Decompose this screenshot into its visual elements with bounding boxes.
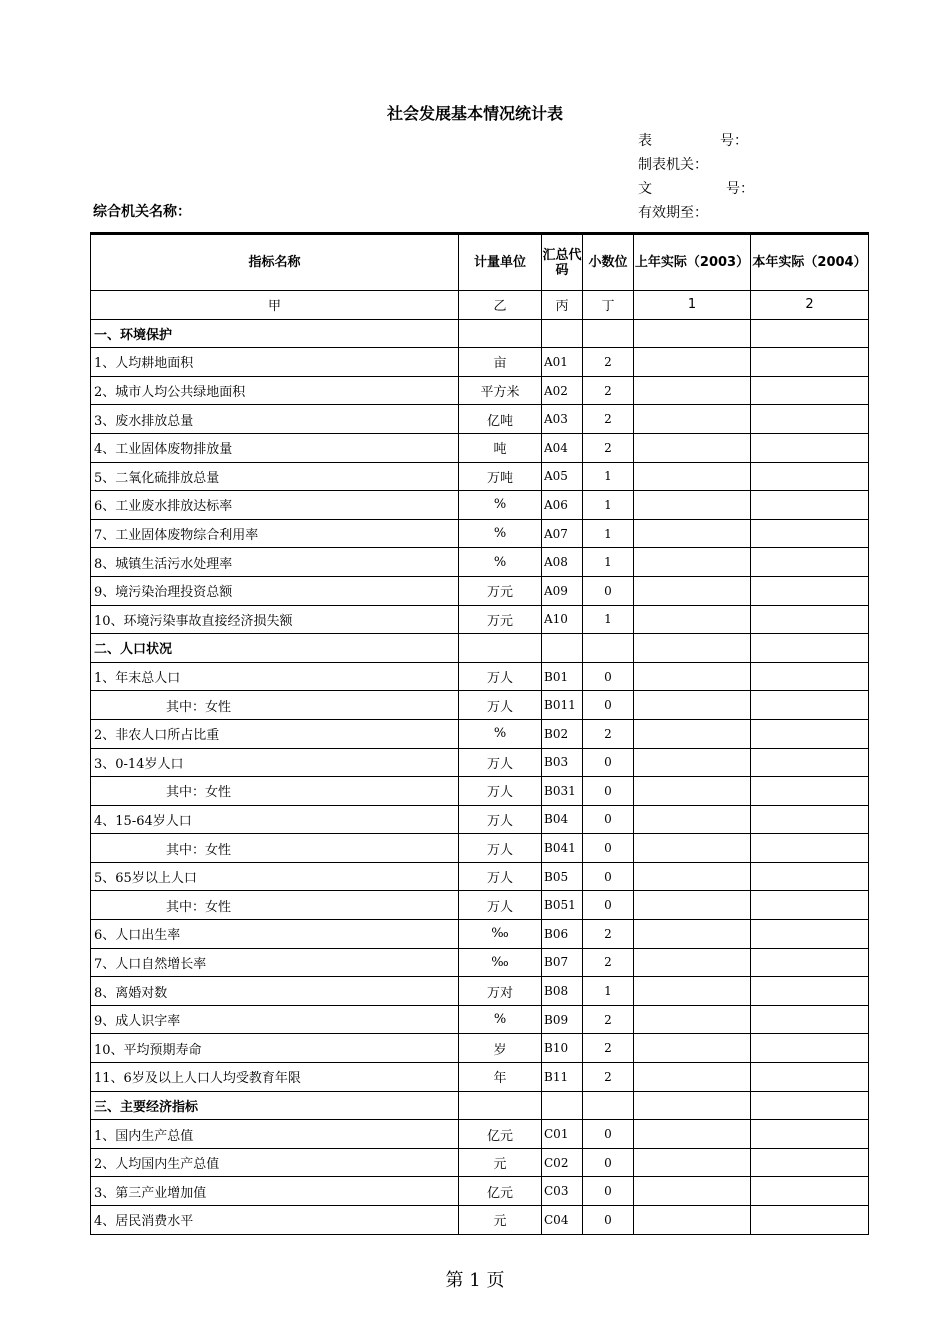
prev-year-value <box>634 576 751 605</box>
decimals-cell: 0 <box>583 862 634 891</box>
indicator-name: 3、第三产业增加值 <box>91 1177 459 1206</box>
code-cell: B09 <box>542 1005 583 1034</box>
table-row <box>91 977 869 1006</box>
unit-cell: 年 <box>459 1063 542 1092</box>
code-cell: B01 <box>542 662 583 691</box>
this-year-value <box>751 376 869 405</box>
decimals-cell: 0 <box>583 662 634 691</box>
decimals-cell: 2 <box>583 405 634 434</box>
indicator-name: 5、65岁以上人口 <box>91 862 459 891</box>
code-cell: A06 <box>542 491 583 520</box>
table-row <box>91 891 869 920</box>
table-row <box>91 1034 869 1063</box>
decimals-cell <box>583 634 634 663</box>
unit-cell <box>459 634 542 663</box>
table-row <box>91 576 869 605</box>
prev-year-value <box>634 920 751 949</box>
code-cell: C03 <box>542 1177 583 1206</box>
unit-cell <box>459 319 542 348</box>
code-cell: A07 <box>542 519 583 548</box>
prev-year-value <box>634 862 751 891</box>
indicator-name: 其中：女性 <box>91 834 459 863</box>
this-year-value <box>751 491 869 520</box>
unit-cell: 平方米 <box>459 376 542 405</box>
this-year-value <box>751 548 869 577</box>
indicator-name: 9、成人识字率 <box>91 1005 459 1034</box>
prev-year-value <box>634 376 751 405</box>
prev-year-value <box>634 777 751 806</box>
org-name-label: 综合机关名称： <box>93 204 191 220</box>
code-cell: B10 <box>542 1034 583 1063</box>
this-year-value <box>751 1005 869 1034</box>
column-label: 1 <box>634 291 751 320</box>
this-year-value <box>751 1148 869 1177</box>
prev-year-value <box>634 634 751 663</box>
this-year-value <box>751 1034 869 1063</box>
indicator-name: 4、15-64岁人口 <box>91 805 459 834</box>
decimals-cell: 0 <box>583 576 634 605</box>
code-cell: A02 <box>542 376 583 405</box>
unit-cell: 万人 <box>459 891 542 920</box>
unit-cell: % <box>459 519 542 548</box>
code-cell: A05 <box>542 462 583 491</box>
unit-cell: 万对 <box>459 977 542 1006</box>
this-year-value <box>751 1206 869 1235</box>
unit-cell <box>459 1091 542 1120</box>
indicator-name: 3、废水排放总量 <box>91 405 459 434</box>
unit-cell: 岁 <box>459 1034 542 1063</box>
table-row <box>91 605 869 634</box>
header-unit: 计量单位 <box>459 234 542 291</box>
table-row <box>91 777 869 806</box>
indicator-name: 1、年末总人口 <box>91 662 459 691</box>
this-year-value <box>751 691 869 720</box>
issuer-label: 制表机关： <box>638 157 708 173</box>
decimals-cell: 0 <box>583 777 634 806</box>
this-year-value <box>751 891 869 920</box>
unit-cell: 亿吨 <box>459 405 542 434</box>
this-year-value <box>751 319 869 348</box>
column-label: 丙 <box>542 291 583 320</box>
indicator-name: 二、人口状况 <box>91 634 459 663</box>
section-row <box>91 1091 869 1120</box>
prev-year-value <box>634 462 751 491</box>
indicator-name: 其中：女性 <box>91 891 459 920</box>
table-number-field <box>638 130 748 150</box>
prev-year-value <box>634 1120 751 1149</box>
this-year-value <box>751 1177 869 1206</box>
table-row <box>91 662 869 691</box>
indicator-name: 其中：女性 <box>91 691 459 720</box>
prev-year-value <box>634 1148 751 1177</box>
section-row <box>91 319 869 348</box>
code-cell: B03 <box>542 748 583 777</box>
unit-cell: 元 <box>459 1148 542 1177</box>
indicator-name: 一、环境保护 <box>91 319 459 348</box>
this-year-value <box>751 1091 869 1120</box>
unit-cell: 万人 <box>459 777 542 806</box>
this-year-value <box>751 462 869 491</box>
this-year-value <box>751 1063 869 1092</box>
indicator-name: 10、平均预期寿命 <box>91 1034 459 1063</box>
code-cell: B06 <box>542 920 583 949</box>
table-number-label: 表 <box>638 133 652 149</box>
indicator-name: 1、国内生产总值 <box>91 1120 459 1149</box>
unit-cell: 亿元 <box>459 1177 542 1206</box>
unit-cell: ‰ <box>459 920 542 949</box>
code-cell: B07 <box>542 948 583 977</box>
decimals-cell: 1 <box>583 462 634 491</box>
this-year-value <box>751 662 869 691</box>
decimals-cell: 2 <box>583 1063 634 1092</box>
decimals-cell: 0 <box>583 1177 634 1206</box>
indicator-name: 7、人口自然增长率 <box>91 948 459 977</box>
unit-cell: 万人 <box>459 805 542 834</box>
indicator-name: 1、人均耕地面积 <box>91 348 459 377</box>
code-cell: C02 <box>542 1148 583 1177</box>
statistics-table <box>90 232 869 1235</box>
indicator-name: 9、境污染治理投资总额 <box>91 576 459 605</box>
prev-year-value <box>634 319 751 348</box>
indicator-name: 2、城市人均公共绿地面积 <box>91 376 459 405</box>
decimals-cell: 2 <box>583 948 634 977</box>
table-row <box>91 348 869 377</box>
doc-number-label: 文 <box>638 181 652 197</box>
decimals-cell: 0 <box>583 891 634 920</box>
indicator-name: 其中：女性 <box>91 777 459 806</box>
unit-cell: ‰ <box>459 948 542 977</box>
indicator-name: 8、城镇生活污水处理率 <box>91 548 459 577</box>
this-year-value <box>751 834 869 863</box>
this-year-value <box>751 348 869 377</box>
decimals-cell: 1 <box>583 977 634 1006</box>
table-row <box>91 376 869 405</box>
table-row <box>91 1206 869 1235</box>
unit-cell: 万吨 <box>459 462 542 491</box>
table-row <box>91 433 869 462</box>
header-prev-year: 上年实际（2003） <box>634 234 751 291</box>
this-year-value <box>751 1120 869 1149</box>
this-year-value <box>751 405 869 434</box>
code-cell: A08 <box>542 548 583 577</box>
header-name: 指标名称 <box>91 234 459 291</box>
decimals-cell: 0 <box>583 1148 634 1177</box>
prev-year-value <box>634 519 751 548</box>
table-row <box>91 1177 869 1206</box>
this-year-value <box>751 576 869 605</box>
prev-year-value <box>634 605 751 634</box>
code-cell: C04 <box>542 1206 583 1235</box>
unit-cell: % <box>459 491 542 520</box>
code-cell: B041 <box>542 834 583 863</box>
code-cell: A09 <box>542 576 583 605</box>
unit-cell: 万人 <box>459 662 542 691</box>
table-row <box>91 920 869 949</box>
unit-cell: 万元 <box>459 576 542 605</box>
indicator-name: 4、工业固体废物排放量 <box>91 433 459 462</box>
decimals-cell: 1 <box>583 548 634 577</box>
decimals-cell: 0 <box>583 691 634 720</box>
this-year-value <box>751 862 869 891</box>
code-cell: A10 <box>542 605 583 634</box>
decimals-cell <box>583 1091 634 1120</box>
this-year-value <box>751 748 869 777</box>
section-row <box>91 634 869 663</box>
this-year-value <box>751 920 869 949</box>
code-cell: A04 <box>542 433 583 462</box>
table-row <box>91 719 869 748</box>
prev-year-value <box>634 1034 751 1063</box>
prev-year-value <box>634 348 751 377</box>
table-row <box>91 691 869 720</box>
decimals-cell: 0 <box>583 834 634 863</box>
decimals-cell: 1 <box>583 491 634 520</box>
indicator-name: 三、主要经济指标 <box>91 1091 459 1120</box>
column-label-row <box>91 291 869 320</box>
indicator-name: 4、居民消费水平 <box>91 1206 459 1235</box>
decimals-cell: 2 <box>583 920 634 949</box>
header-this-year: 本年实际（2004） <box>751 234 869 291</box>
indicator-name: 11、6岁及以上人口人均受教育年限 <box>91 1063 459 1092</box>
decimals-cell: 0 <box>583 1206 634 1235</box>
this-year-value <box>751 433 869 462</box>
table-row <box>91 405 869 434</box>
code-cell: B011 <box>542 691 583 720</box>
unit-cell: % <box>459 719 542 748</box>
indicator-name: 2、非农人口所占比重 <box>91 719 459 748</box>
this-year-value <box>751 634 869 663</box>
this-year-value <box>751 805 869 834</box>
prev-year-value <box>634 834 751 863</box>
page-number: 第 1 页 <box>445 1270 505 1291</box>
unit-cell: % <box>459 1005 542 1034</box>
this-year-value <box>751 719 869 748</box>
indicator-name: 10、环境污染事故直接经济损失额 <box>91 605 459 634</box>
prev-year-value <box>634 1005 751 1034</box>
table-row <box>91 462 869 491</box>
decimals-cell: 0 <box>583 805 634 834</box>
code-cell: B05 <box>542 862 583 891</box>
prev-year-value <box>634 691 751 720</box>
decimals-cell: 2 <box>583 1034 634 1063</box>
indicator-name: 5、二氧化硫排放总量 <box>91 462 459 491</box>
valid-until-field <box>638 202 708 222</box>
indicator-name: 3、0-14岁人口 <box>91 748 459 777</box>
prev-year-value <box>634 1206 751 1235</box>
decimals-cell: 2 <box>583 433 634 462</box>
decimals-cell: 2 <box>583 376 634 405</box>
prev-year-value <box>634 891 751 920</box>
unit-cell: 吨 <box>459 433 542 462</box>
indicator-name: 7、工业固体废物综合利用率 <box>91 519 459 548</box>
prev-year-value <box>634 548 751 577</box>
prev-year-value <box>634 1091 751 1120</box>
code-cell: B08 <box>542 977 583 1006</box>
doc-number-sep: 号： <box>726 181 754 197</box>
table-row <box>91 1063 869 1092</box>
prev-year-value <box>634 805 751 834</box>
column-label: 2 <box>751 291 869 320</box>
indicator-name: 6、人口出生率 <box>91 920 459 949</box>
decimals-cell: 0 <box>583 1120 634 1149</box>
decimals-cell: 2 <box>583 1005 634 1034</box>
code-cell: A01 <box>542 348 583 377</box>
decimals-cell <box>583 319 634 348</box>
header-code: 汇总代码 <box>542 234 583 291</box>
table-number-sep: 号： <box>720 133 748 149</box>
doc-number-field <box>638 178 754 198</box>
code-cell: C01 <box>542 1120 583 1149</box>
indicator-name: 8、离婚对数 <box>91 977 459 1006</box>
table-row <box>91 1120 869 1149</box>
this-year-value <box>751 777 869 806</box>
this-year-value <box>751 948 869 977</box>
code-cell: B04 <box>542 805 583 834</box>
table-row <box>91 1005 869 1034</box>
code-cell <box>542 319 583 348</box>
table-row <box>91 548 869 577</box>
code-cell: B11 <box>542 1063 583 1092</box>
prev-year-value <box>634 433 751 462</box>
decimals-cell: 2 <box>583 348 634 377</box>
prev-year-value <box>634 405 751 434</box>
unit-cell: 亿元 <box>459 1120 542 1149</box>
prev-year-value <box>634 491 751 520</box>
table-row <box>91 1148 869 1177</box>
table-row <box>91 491 869 520</box>
table-row <box>91 805 869 834</box>
this-year-value <box>751 977 869 1006</box>
code-cell: B02 <box>542 719 583 748</box>
table-row <box>91 948 869 977</box>
prev-year-value <box>634 662 751 691</box>
unit-cell: 亩 <box>459 348 542 377</box>
table-row <box>91 834 869 863</box>
code-cell: B031 <box>542 777 583 806</box>
code-cell: A03 <box>542 405 583 434</box>
header-decimals: 小数位 <box>583 234 634 291</box>
unit-cell: 元 <box>459 1206 542 1235</box>
prev-year-value <box>634 948 751 977</box>
issuer-field <box>638 154 708 174</box>
indicator-name: 6、工业废水排放达标率 <box>91 491 459 520</box>
unit-cell: 万人 <box>459 691 542 720</box>
unit-cell: 万元 <box>459 605 542 634</box>
valid-until-label: 有效期至： <box>638 205 708 221</box>
code-cell <box>542 634 583 663</box>
unit-cell: 万人 <box>459 862 542 891</box>
unit-cell: % <box>459 548 542 577</box>
unit-cell: 万人 <box>459 748 542 777</box>
column-label: 甲 <box>91 291 459 320</box>
column-label: 乙 <box>459 291 542 320</box>
this-year-value <box>751 605 869 634</box>
this-year-value <box>751 519 869 548</box>
table-row <box>91 862 869 891</box>
decimals-cell: 2 <box>583 719 634 748</box>
page-title: 社会发展基本情况统计表 <box>386 104 563 123</box>
table-header-row <box>91 234 869 291</box>
prev-year-value <box>634 1063 751 1092</box>
decimals-cell: 1 <box>583 605 634 634</box>
prev-year-value <box>634 1177 751 1206</box>
decimals-cell: 0 <box>583 748 634 777</box>
column-label: 丁 <box>583 291 634 320</box>
code-cell <box>542 1091 583 1120</box>
prev-year-value <box>634 977 751 1006</box>
code-cell: B051 <box>542 891 583 920</box>
table-row <box>91 519 869 548</box>
unit-cell: 万人 <box>459 834 542 863</box>
prev-year-value <box>634 748 751 777</box>
decimals-cell: 1 <box>583 519 634 548</box>
prev-year-value <box>634 719 751 748</box>
indicator-name: 2、人均国内生产总值 <box>91 1148 459 1177</box>
table-row <box>91 748 869 777</box>
